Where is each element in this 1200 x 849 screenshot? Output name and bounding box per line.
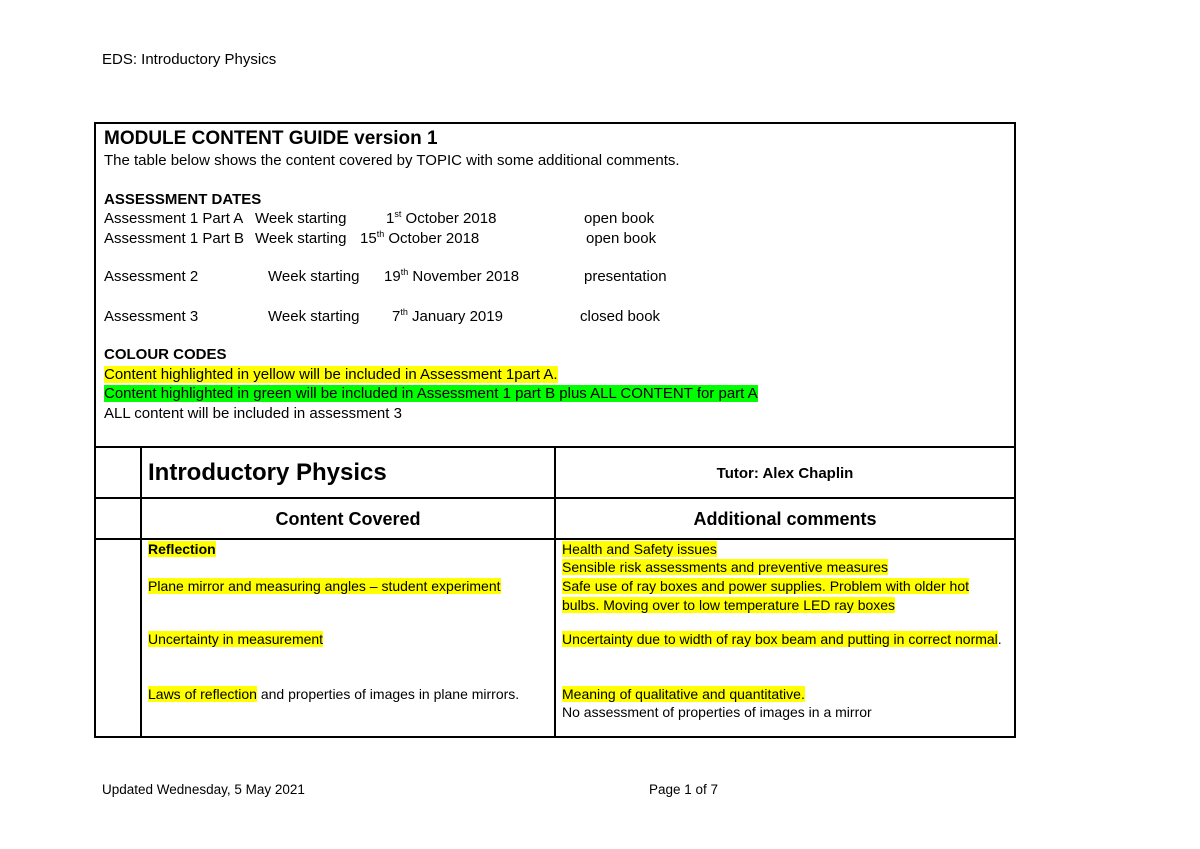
footer-page-number: Page 1 of 7 [649, 782, 719, 797]
comment-no-assessment: No assessment of properties of images in a mirror [562, 704, 872, 720]
assessment-name: Assessment 3 [104, 307, 199, 325]
assessment-day-suffix: th [400, 267, 409, 277]
intro-section [104, 127, 1004, 423]
comment-qualitative: Meaning of qualitative and quantitative. [562, 686, 805, 702]
assessment-date: October 2018 [405, 210, 497, 227]
assessment-day: 7 [392, 307, 401, 325]
assessment-starting: Week starting [255, 229, 347, 247]
comment-safe-use: Safe use of ray boxes and power supplies. Problem with older hot bulbs. Moving over to low temperature LED ray boxes [562, 578, 970, 613]
colour-code-all: ALL content will be included in assessment 3 [104, 404, 402, 422]
assessment-date: October 2018 [388, 229, 480, 247]
topic-reflection: Reflection [148, 541, 216, 557]
page-header: EDS: Introductory Physics [102, 51, 277, 68]
colour-code-yellow: Content highlighted in yellow will be included in Assessment 1part A. [104, 365, 558, 383]
comment-health-safety: Health and Safety issues [562, 541, 717, 557]
content-covered-heading: Content Covered [275, 509, 421, 529]
assessment-row [104, 307, 1004, 327]
assessment-day-suffix: st [394, 209, 402, 219]
module-content-guide [94, 122, 1016, 738]
footer-updated: Updated Wednesday, 5 May 2021 [102, 782, 305, 797]
assessment-day: 19 [384, 268, 401, 285]
assessment-name: Assessment 1 Part B [104, 229, 245, 247]
assessment-starting: Week starting [268, 268, 360, 285]
comment-uncertainty: Uncertainty due to width of ray box beam and putting in correct normal [562, 631, 998, 647]
assessment-day-suffix: th [400, 306, 408, 317]
assessment-name: Assessment 1 Part A [104, 210, 244, 227]
additional-comments-cell [556, 540, 1014, 736]
assessment-day-suffix: th [376, 228, 385, 239]
comment-uncertainty-end: . [997, 631, 1002, 647]
assessment-type: open book [586, 229, 657, 247]
topic-laws-rest: and properties of images in plane mirrors. [256, 686, 520, 702]
colour-code-green: Content highlighted in green will be included in Assessment 1 part B plus ALL CONTENT for part A [104, 385, 758, 402]
assessment-type: closed book [580, 307, 661, 325]
topic-uncertainty: Uncertainty in measurement [148, 631, 324, 647]
assessment-row [104, 267, 1004, 287]
assessment-name: Assessment 2 [104, 268, 199, 285]
assessment-type: open book [584, 210, 655, 227]
topic-plane-mirror: Plane mirror and measuring angles – student experiment [148, 578, 501, 594]
guide-subtitle: The table below shows the content covered by TOPIC with some additional comments. [104, 152, 680, 169]
assessment-starting: Week starting [255, 210, 347, 227]
assessment-day: 1 [386, 210, 395, 227]
assessment-row [104, 209, 1004, 229]
course-title: Introductory Physics [148, 459, 387, 486]
additional-comments-heading: Additional comments [693, 509, 877, 529]
assessment-type: presentation [584, 268, 667, 285]
colour-codes-heading: COLOUR CODES [104, 346, 227, 363]
assessment-row [104, 229, 1004, 249]
assessment-starting: Week starting [268, 307, 360, 325]
tutor-name: Tutor: Alex Chaplin [716, 465, 854, 482]
assessment-day: 15 [360, 229, 377, 247]
guide-title: MODULE CONTENT GUIDE version 1 [104, 128, 438, 149]
assessment-dates-heading: ASSESSMENT DATES [104, 190, 262, 208]
comment-risk-assessment: Sensible risk assessments and preventive measures [562, 559, 889, 575]
topic-laws-of-reflection: Laws of reflection [148, 686, 257, 702]
assessment-date: January 2019 [412, 307, 503, 325]
content-covered-cell [142, 540, 554, 736]
assessment-date: November 2018 [412, 268, 520, 285]
